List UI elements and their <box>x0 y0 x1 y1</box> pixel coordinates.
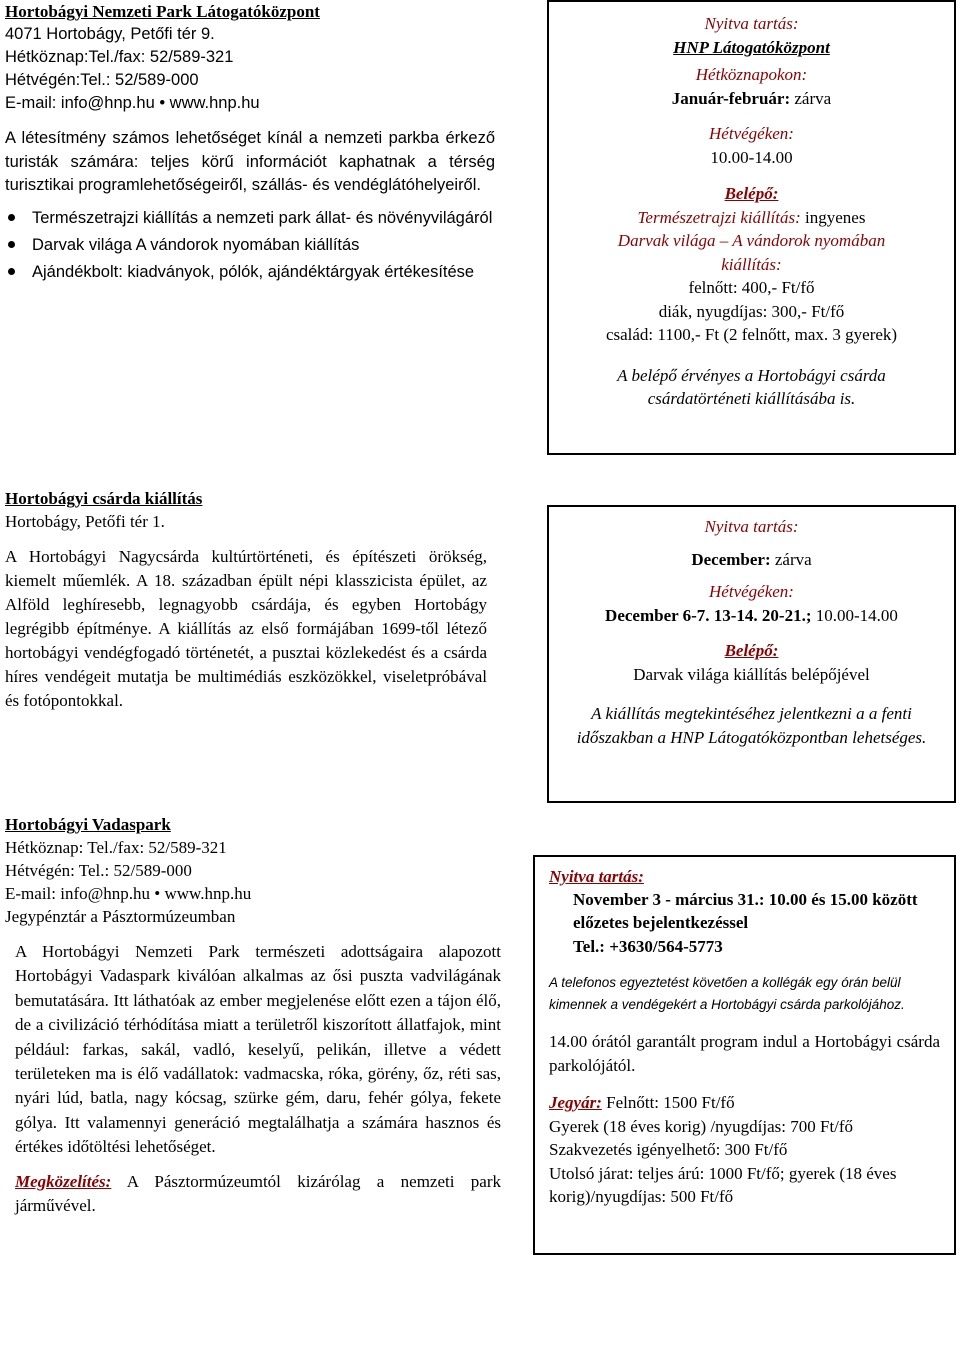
visitor-center-adult-price: felnőtt: 400,- Ft/fő <box>688 278 815 297</box>
vadaspark-access: Megközelítés: A Pásztormúzeumtól kizárólag a nemzeti park járművével. <box>15 1171 502 1216</box>
vadaspark-phone-weekday: Hétköznap: Tel./fax: 52/589-321 <box>5 838 227 857</box>
vadaspark-title: Hortobágyi Vadaspark <box>5 815 171 834</box>
visitor-center-bullets <box>5 206 495 284</box>
vadaspark-ticket-child: Gyerek (18 éves korig) /nyugdíjas: 700 Ft/fő <box>549 1116 854 1136</box>
visitor-center-phone-weekend: Hétvégén:Tel.: 52/589-000 <box>5 71 199 89</box>
vadaspark-ticket-adult: Jegyár: Felnőtt: 1500 Ft/fő <box>549 1093 735 1112</box>
visitor-center-email-web: E-mail: info@hnp.hu • www.hnp.hu <box>5 94 260 112</box>
visitor-center-hours-heading: Nyitva tartás: <box>704 14 799 33</box>
visitor-center-entry-label: Belépő: <box>724 184 779 203</box>
csarda-description: A Hortobágyi Nagycsárda kultúrtörténeti, és építészeti örökség, kiemelt műemlék. A 18. században épült népi klasszicista épület, az Alföld leghíresebb, legnagyobb csárdája, és egyben Hortobágy legrégibb építménye. A kiállítás az első formájában 1699-től létező hortobágyi vendégfogadó történetét, a pusztai közlekedést és a csárda híres vendégeit mutatja be multimédiás eszközökkel, viseletpróbával és fotópontokkal. <box>5 547 487 710</box>
csarda-hours-box <box>547 505 956 803</box>
vadaspark-italic-note: A telefonos egyeztetést követően a kollégák egy órán belül kimennek a vendégekért a Hortobágyi csárda parkolójához. <box>549 975 905 1012</box>
visitor-center-crane-title: Darvak világa – A vándorok nyomában <box>617 231 886 250</box>
visitor-center-weekdays-label: Hétköznapokon: <box>695 65 808 84</box>
csarda-section <box>5 487 487 713</box>
list-item: Darvak világa A vándorok nyomában kiállítás <box>5 233 495 257</box>
visitor-center-family-price: család: 1100,- Ft (2 felnőtt, max. 3 gyerek) <box>605 325 898 344</box>
csarda-hours-heading: Nyitva tartás: <box>704 517 799 536</box>
csarda-entry-value: Darvak világa kiállítás belépőjével <box>633 664 870 684</box>
visitor-center-hours-subheading: HNP Látogatóközpont <box>673 37 830 57</box>
visitor-center-address: 4071 Hortobágy, Petőfi tér 9. <box>5 25 215 43</box>
vadaspark-phone-weekend: Hétvégén: Tel.: 52/589-000 <box>5 861 192 880</box>
csarda-weekends-value: December 6-7. 13-14. 20-21.; 10.00-14.00 <box>605 605 898 625</box>
visitor-center-crane-label: kiállítás: <box>721 254 782 274</box>
visitor-center-nature-price: Természetrajzi kiállítás: ingyenes <box>637 207 866 227</box>
vadaspark-email-web: E-mail: info@hnp.hu • www.hnp.hu <box>5 884 252 903</box>
bullet-icon <box>8 214 15 221</box>
vadaspark-ticket-group: Szakvezetés igényelhető: 300 Ft/fő <box>549 1140 788 1159</box>
vadaspark-period: November 3 - március 31.: 10.00 és 15.00 között előzetes bejelentkezéssel <box>573 889 918 932</box>
visitor-center-title: Hortobágyi Nemzeti Park Látogatóközpont <box>5 2 320 21</box>
vadaspark-description: A Hortobágyi Nemzeti Park természeti adottságaira alapozott Hortobágyi Vadaspark kiválóan alkalmas az ősi puszta vadvilágának bemutatására. Itt láthatóak az ember megjelenése előtt ezen a tájon élő, de a civilizáció térhódítása miatt a területről kiszorított állatfajok, mint például: farkas, sakál, vadló, keselyű, pelikán, illetve a védett területeken ma is élő vadállatok: vadmacska, róka, görény, őz, réti sas, nyári lúd, batla, nagy kócsag, szürke gém, daru, fehér gólya, fekete gólya. Itt valamennyi generáció megtalálhatja a számára hasznos és értékes időtöltési lehetőséget. <box>15 942 501 1157</box>
bullet-icon <box>8 268 15 275</box>
csarda-address: Hortobágy, Petőfi tér 1. <box>5 512 165 531</box>
vadaspark-ticket-last-bus: Utolsó járat: teljes árú: 1000 Ft/fő; gyerek (18 éves korig)/nyugdíjas: 500 Ft/fő <box>549 1163 897 1206</box>
csarda-weekends-label: Hétvégéken: <box>709 582 794 601</box>
visitor-center-hours-box <box>547 0 956 455</box>
vadaspark-section <box>5 813 501 1218</box>
visitor-center-section <box>5 0 495 287</box>
csarda-december: December: zárva <box>691 549 812 569</box>
visitor-center-phone-weekday: Hétköznap:Tel./fax: 52/589-321 <box>5 48 234 66</box>
list-item: Természetrajzi kiállítás a nemzeti park állat- és növényvilágáról <box>5 206 495 230</box>
vadaspark-hours-box <box>533 855 956 1255</box>
vadaspark-ticket-office: Jegypénztár a Pásztormúzeumban <box>5 907 236 926</box>
visitor-center-weekends-value: 10.00-14.00 <box>710 147 793 167</box>
vadaspark-hours-heading: Nyitva tartás: <box>549 867 644 886</box>
vadaspark-phone: Tel.: +3630/564-5773 <box>573 936 723 956</box>
csarda-note: A kiállítás megtekintéséhez jelentkezni a a fenti időszakban a HNP Látogatóközpontban lehetséges. <box>576 704 927 747</box>
list-item: Ajándékbolt: kiadványok, pólók, ajándéktárgyak értékesítése <box>5 260 495 284</box>
visitor-center-student-price: diák, nyugdíjas: 300,- Ft/fő <box>658 301 845 321</box>
visitor-center-description: A létesítmény számos lehetőséget kínál a nemzeti parkba érkező turisták számára: teljes körű információt kaphatnak a térség turisztikai programlehetőségeiről, szállás- és vendéglátóhelyeiről. <box>5 129 495 194</box>
visitor-center-note: A belépő érvényes a Hortobágyi csárda csárdatörténeti kiállításába is. <box>617 365 886 408</box>
csarda-entry-label: Belépő: <box>724 641 779 660</box>
bullet-icon <box>8 241 15 248</box>
visitor-center-weekdays: Január-február: zárva <box>671 88 832 108</box>
visitor-center-weekends-label: Hétvégéken: <box>709 124 794 143</box>
csarda-title: Hortobágyi csárda kiállítás <box>5 489 203 508</box>
vadaspark-bus-note: 14.00 órától garantált program indul a Hortobágyi csárda parkolójától. <box>549 1032 940 1075</box>
